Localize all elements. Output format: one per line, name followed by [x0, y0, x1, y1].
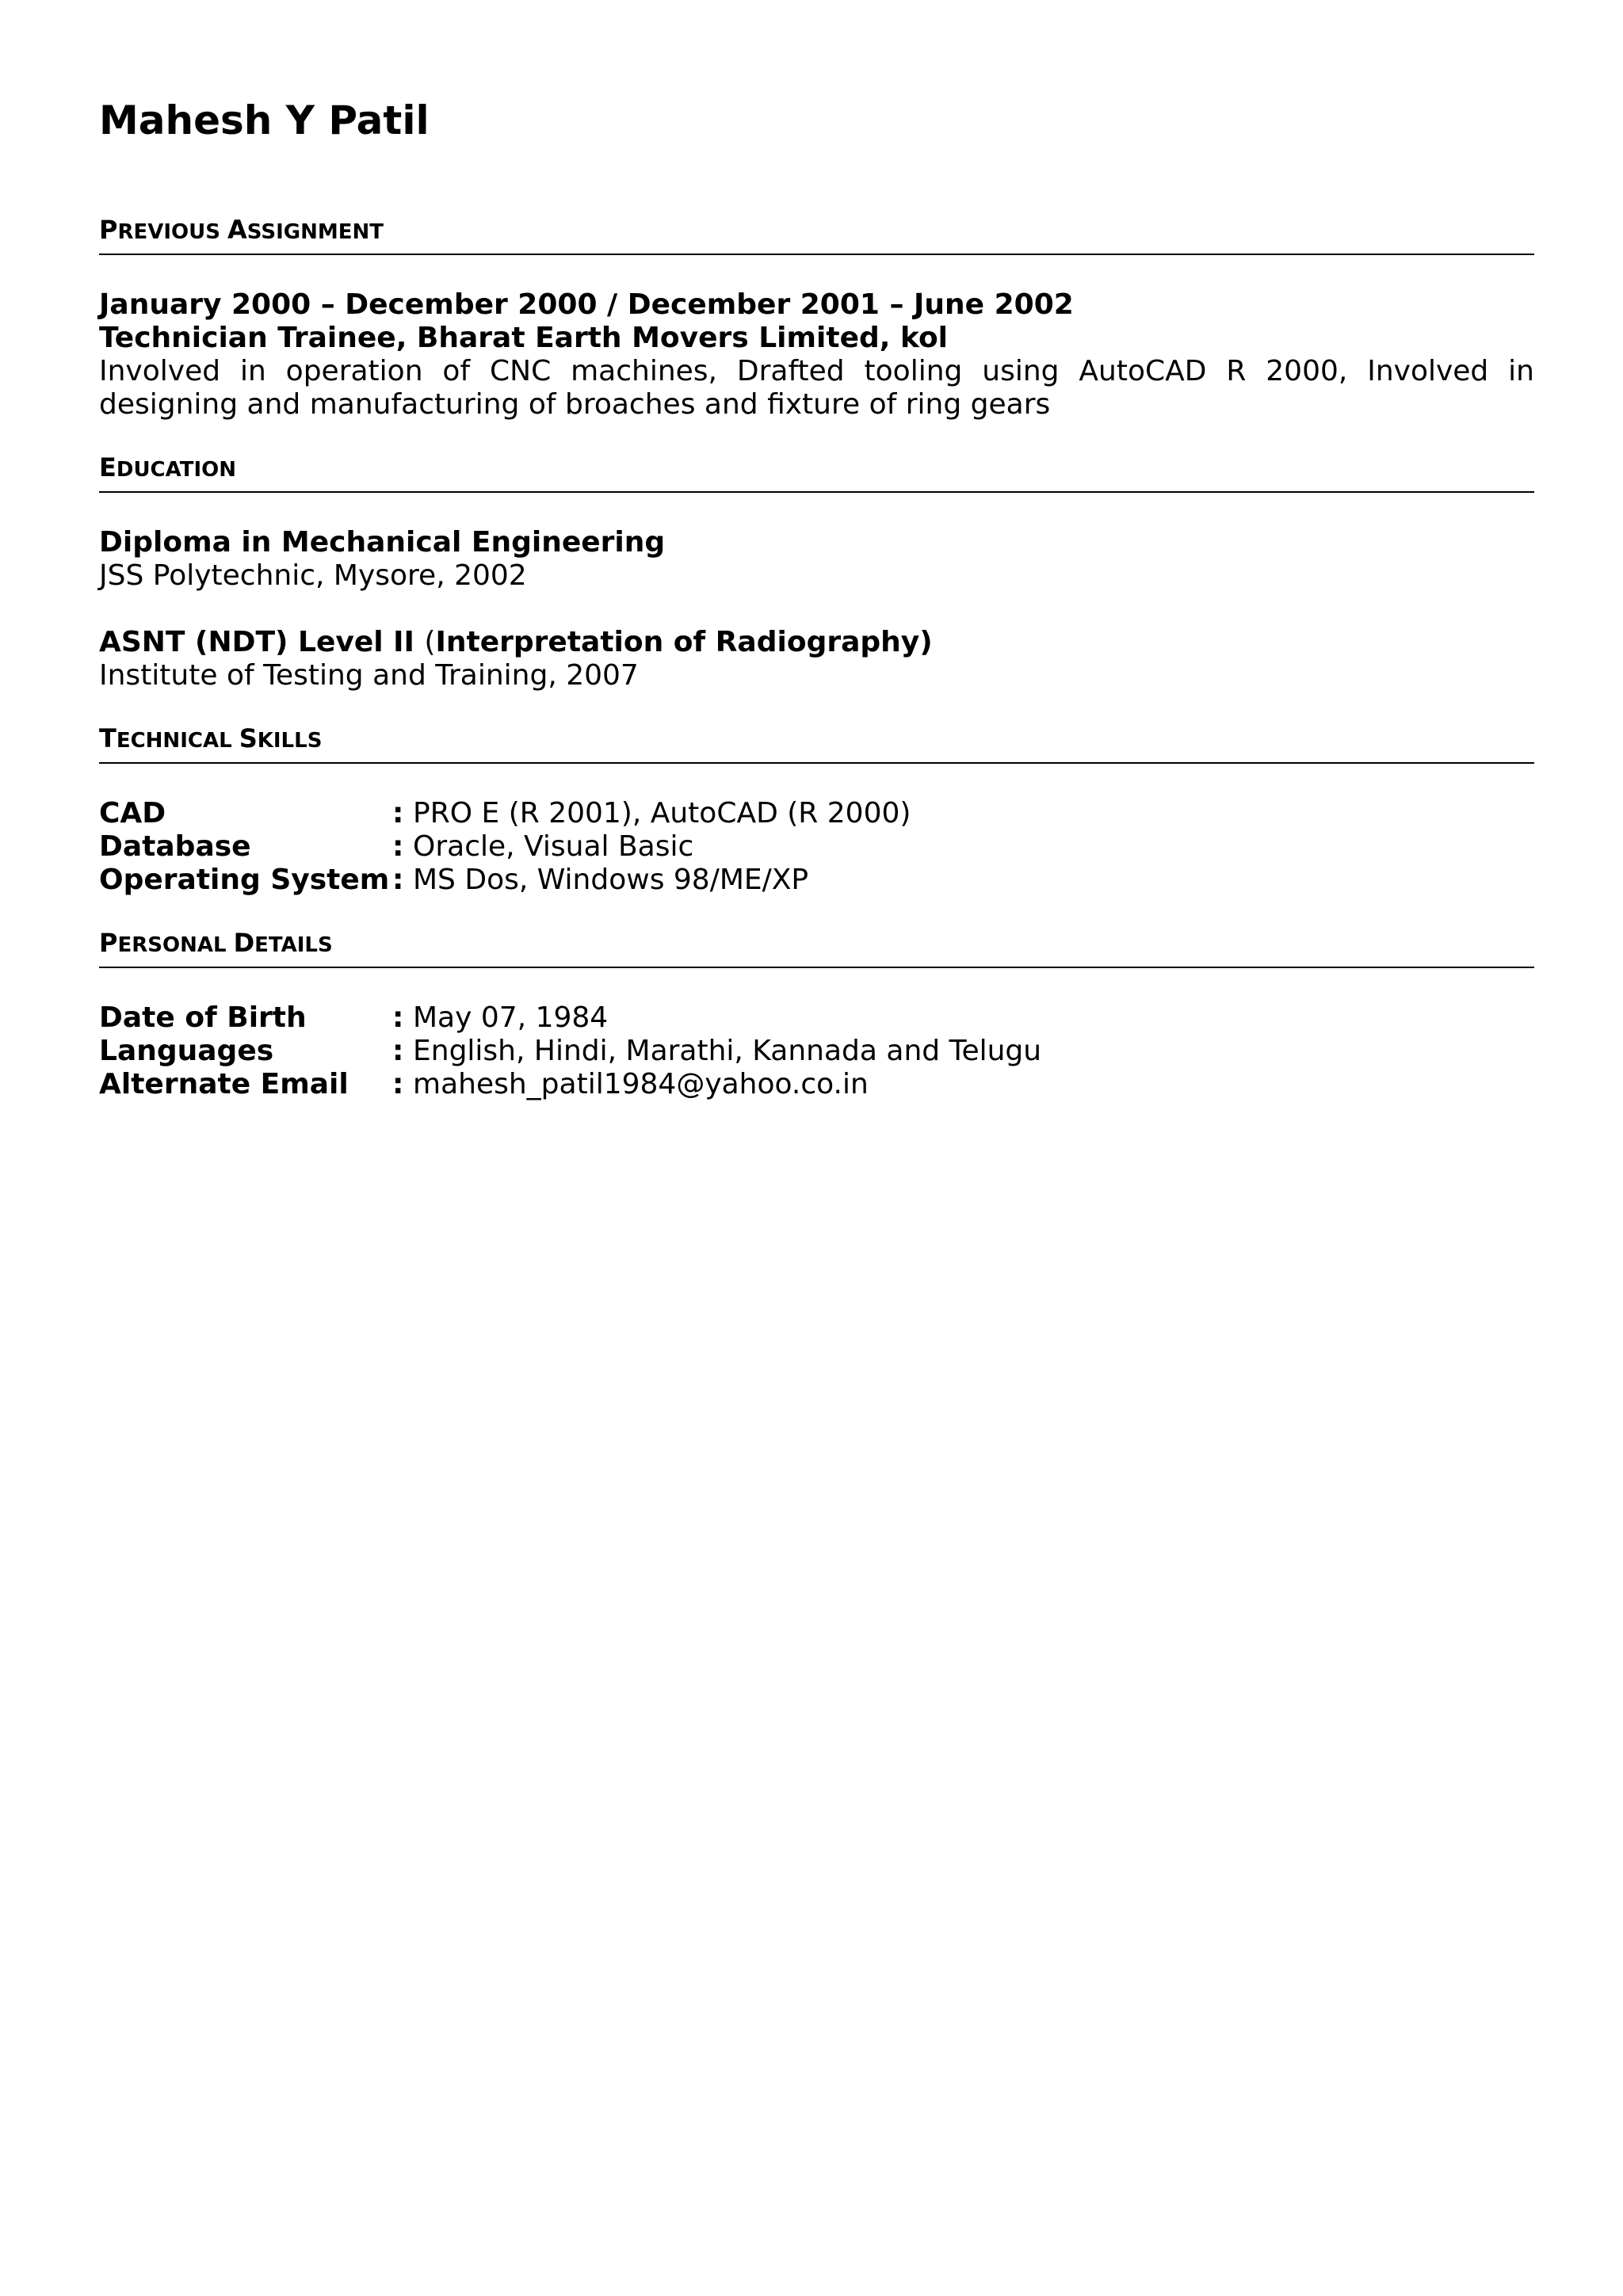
assignment-role: Technician Trainee, Bharat Earth Movers Limited, kol — [99, 322, 949, 354]
assignment-description: Involved in operation of CNC machines, Drafted tooling using AutoCAD R 2000, Involved in designing and manufacturing of broaches and fixture of ring gears — [99, 355, 1534, 421]
education-detail: JSS Polytechnic, Mysore, 2002 — [99, 559, 527, 592]
detail-value: English, Hindi, Marathi, Kannada and Telugu — [413, 1035, 1042, 1067]
candidate-name: Mahesh Y Patil — [99, 97, 430, 143]
section-previous-assignment — [99, 214, 1534, 421]
skill-key: Operating System — [99, 864, 390, 896]
education-detail: Institute of Testing and Training, 2007 — [99, 659, 639, 692]
skill-row: Database : Oracle, Visual Basic — [99, 830, 694, 863]
education-title: ASNT (NDT) Level II (Interpretation of Radiography) — [99, 626, 933, 658]
skill-value: PRO E (R 2001), AutoCAD (R 2000) — [413, 797, 911, 830]
detail-key: Date of Birth — [99, 1001, 307, 1034]
detail-key: Languages — [99, 1035, 274, 1067]
skill-key: Database — [99, 830, 251, 863]
section-heading-personal-details: PERSONAL DETAILS — [99, 927, 1534, 968]
skill-row: Operating System : MS Dos, Windows 98/ME/XP — [99, 864, 809, 896]
section-education — [99, 452, 1534, 692]
section-technical-skills — [99, 723, 1534, 897]
detail-row: Alternate Email : mahesh_patil1984@yahoo.co.in — [99, 1068, 869, 1100]
skill-key: CAD — [99, 797, 166, 830]
skill-value: Oracle, Visual Basic — [413, 830, 694, 863]
skill-value: MS Dos, Windows 98/ME/XP — [413, 864, 809, 896]
section-heading-previous-assignment: PREVIOUS ASSIGNMENT — [99, 214, 1534, 255]
education-title: Diploma in Mechanical Engineering — [99, 526, 666, 559]
skill-row: CAD : PRO E (R 2001), AutoCAD (R 2000) — [99, 797, 911, 830]
assignment-period: January 2000 – December 2000 / December 2001 – June 2002 — [99, 288, 1074, 321]
detail-key: Alternate Email — [99, 1068, 349, 1100]
detail-row: Date of Birth : May 07, 1984 — [99, 1001, 609, 1034]
email-value: mahesh_patil1984@yahoo.co.in — [413, 1068, 869, 1100]
section-heading-technical-skills: TECHNICAL SKILLS — [99, 723, 1534, 764]
section-heading-education: EDUCATION — [99, 452, 1534, 493]
section-personal-details — [99, 927, 1534, 1101]
detail-value: May 07, 1984 — [413, 1001, 609, 1034]
detail-row: Languages : English, Hindi, Marathi, Kannada and Telugu — [99, 1035, 1042, 1067]
